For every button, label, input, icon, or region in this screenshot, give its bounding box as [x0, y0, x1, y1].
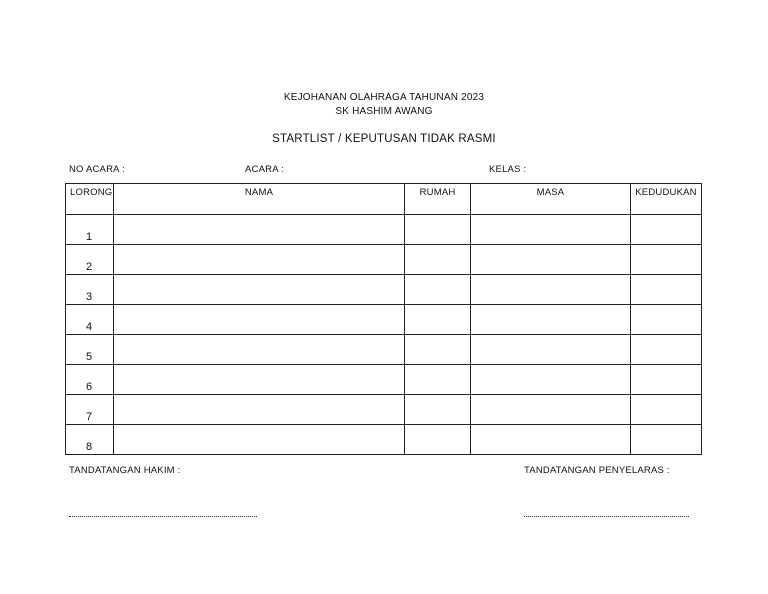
kedudukan-cell	[631, 215, 702, 245]
rumah-cell	[405, 425, 471, 455]
hakim-signature-line	[69, 510, 257, 517]
rumah-cell	[405, 395, 471, 425]
col-header-rumah: RUMAH	[405, 184, 471, 215]
lane-number: 5	[66, 335, 114, 365]
no-acara-label: NO ACARA :	[69, 164, 125, 175]
masa-cell	[471, 365, 631, 395]
col-header-kedudukan: KEDUDUKAN	[631, 184, 702, 215]
nama-cell	[114, 245, 405, 275]
nama-cell	[114, 335, 405, 365]
nama-cell	[114, 275, 405, 305]
masa-cell	[471, 305, 631, 335]
table-row	[66, 275, 702, 305]
masa-cell	[471, 395, 631, 425]
kedudukan-cell	[631, 425, 702, 455]
nama-cell	[114, 215, 405, 245]
table-row	[66, 245, 702, 275]
rumah-cell	[405, 335, 471, 365]
kedudukan-cell	[631, 395, 702, 425]
kedudukan-cell	[631, 245, 702, 275]
table-row	[66, 425, 702, 455]
lane-number: 2	[66, 245, 114, 275]
col-header-masa: MASA	[471, 184, 631, 215]
lane-number: 1	[66, 215, 114, 245]
startlist-table	[65, 183, 702, 455]
hakim-signature-label: TANDATANGAN HAKIM :	[69, 465, 181, 476]
table-row	[66, 335, 702, 365]
lane-number: 3	[66, 275, 114, 305]
rumah-cell	[405, 215, 471, 245]
col-header-nama: NAMA	[114, 184, 405, 215]
rumah-cell	[405, 245, 471, 275]
nama-cell	[114, 365, 405, 395]
kedudukan-cell	[631, 275, 702, 305]
kedudukan-cell	[631, 305, 702, 335]
rumah-cell	[405, 305, 471, 335]
lane-number: 4	[66, 305, 114, 335]
lane-number: 6	[66, 365, 114, 395]
sheet-title: STARTLIST / KEPUTUSAN TIDAK RASMI	[272, 133, 496, 145]
kelas-label: KELAS :	[489, 164, 527, 175]
masa-cell	[471, 245, 631, 275]
rumah-cell	[405, 365, 471, 395]
masa-cell	[471, 425, 631, 455]
masa-cell	[471, 275, 631, 305]
rumah-cell	[405, 275, 471, 305]
table-row	[66, 395, 702, 425]
event-title: KEJOHANAN OLAHRAGA TAHUNAN 2023	[283, 92, 485, 103]
masa-cell	[471, 215, 631, 245]
nama-cell	[114, 305, 405, 335]
school-name: SK HASHIM AWANG	[335, 106, 433, 117]
col-header-lorong: LORONG	[66, 184, 114, 215]
table-row	[66, 305, 702, 335]
kedudukan-cell	[631, 335, 702, 365]
acara-label: ACARA :	[245, 164, 284, 175]
nama-cell	[114, 395, 405, 425]
nama-cell	[114, 425, 405, 455]
table-row	[66, 365, 702, 395]
penyelaras-signature-label: TANDATANGAN PENYELARAS :	[524, 465, 670, 476]
penyelaras-signature-line	[524, 510, 689, 517]
lane-number: 8	[66, 425, 114, 455]
kedudukan-cell	[631, 365, 702, 395]
table-row	[66, 215, 702, 245]
table-header-row	[66, 184, 702, 215]
masa-cell	[471, 335, 631, 365]
lane-number: 7	[66, 395, 114, 425]
